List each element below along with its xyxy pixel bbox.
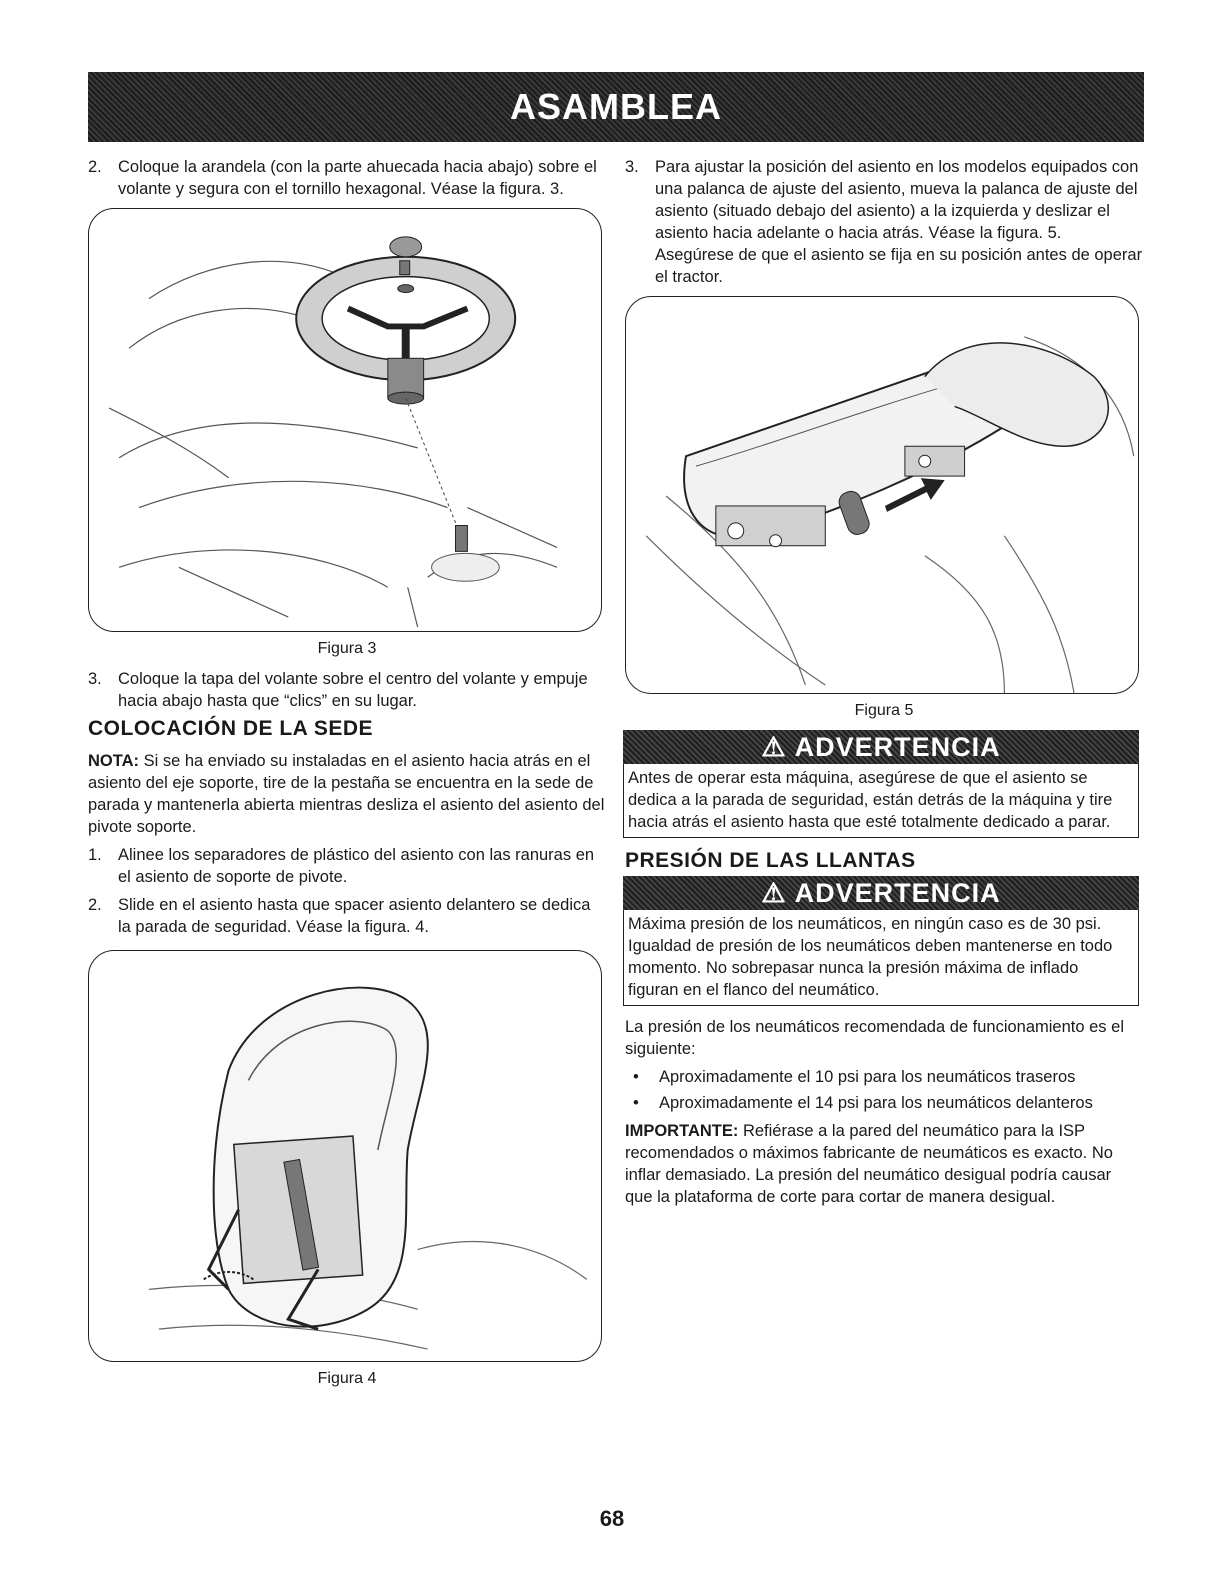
warning-triangle-icon: ⚠: [761, 878, 787, 908]
list-item-text: Aproximadamente el 10 psi para los neumáticos traseros: [659, 1068, 1076, 1086]
step-number: 1.: [88, 846, 102, 864]
right-column: [625, 156, 1143, 1214]
note-label: NOTA:: [88, 752, 140, 770]
left-column: [88, 156, 606, 1398]
step-number: 2.: [88, 158, 102, 176]
figure-4-caption: Figura 4: [317, 1370, 377, 1387]
warning-header: [623, 730, 1139, 764]
tire-pressure-intro: La presión de los neumáticos recomendada de funcionamiento es el siguiente:: [625, 1018, 1124, 1058]
step-text: Slide en el asiento hasta que spacer asiento delantero se dedica la parada de seguridad. Véase la figura. 4.: [118, 896, 591, 936]
important-text: Refiérase a la pared del neumático para la ISP recomendados o máximos fabricante de neumáticos es exacto. No inflar demasiado. La presión del neumático desigual podría causar que la plataforma de corte para cortar de manera desigual.: [625, 1122, 1113, 1206]
bullet-icon: •: [633, 1068, 639, 1086]
figure-3-steering-wheel: [88, 208, 602, 632]
step-3-wheel-cap: [88, 668, 606, 712]
step-text: Alinee los separadores de plástico del asiento con las ranuras en el asiento de soporte de pivote.: [118, 846, 595, 886]
step-text: Coloque la arandela (con la parte ahuecada hacia abajo) sobre el volante y segura con el tornillo hexagonal. Véase la figura. 3.: [118, 158, 597, 198]
seat-lever-illustration: [626, 297, 1138, 693]
seat-step-2: [88, 894, 606, 938]
steering-wheel-illustration: [89, 209, 601, 631]
warning-box-tires: [623, 876, 1139, 1006]
seat-pivot-illustration: [89, 951, 601, 1361]
warning-title: ADVERTENCIA: [794, 878, 1001, 908]
step-number: 3.: [88, 670, 102, 688]
warning-header: [623, 876, 1139, 910]
figure-4-seat-pivot: [88, 950, 602, 1362]
bullet-icon: •: [633, 1094, 639, 1112]
section-banner: [88, 72, 1144, 142]
step-text: Para ajustar la posición del asiento en los modelos equipados con una palanca de ajuste del asiento, mueva la palanca de ajuste del asiento (situado debajo del asiento) a la izquierda y deslizar el asiento hacia adelante o hacia atrás. Véase la figura. 5. Asegúrese de que el asiento se fija en su posición antes de operar el tractor.: [655, 158, 1143, 286]
step-text: Coloque la tapa del volante sobre el centro del volante y empuje hacia abajo hasta que “clics” en su lugar.: [118, 670, 588, 710]
important-label: IMPORTANTE:: [625, 1122, 739, 1140]
figure-5-seat-lever: [625, 296, 1139, 694]
important-paragraph: [625, 1120, 1143, 1208]
step-2-install-washer: [88, 156, 606, 200]
warning-title: ADVERTENCIA: [794, 732, 1001, 762]
page-number: 68: [599, 1506, 625, 1531]
list-item-text: Aproximadamente el 14 psi para los neumáticos delanteros: [659, 1094, 1093, 1112]
list-item: [633, 1066, 1143, 1088]
page-title: ASAMBLEA: [510, 86, 722, 127]
step-number: 2.: [88, 896, 102, 914]
note-paragraph: [88, 750, 606, 838]
seat-step-1: [88, 844, 606, 888]
figure-5-caption: Figura 5: [854, 702, 914, 719]
warning-body: Máxima presión de los neumáticos, en ningún caso es de 30 psi. Igualdad de presión de los neumáticos deben mantenerse en todo momento. No sobrepasar nunca la presión máxima de inflado figuran en el flanco del neumático.: [623, 910, 1139, 1006]
warning-body: Antes de operar esta máquina, asegúrese de que el asiento se dedica a la parada de seguridad, están detrás de la máquina y tire hacia atrás el asiento hasta que esté totalmente dedicado a parar.: [623, 764, 1139, 838]
section-heading-tire-pressure: PRESIÓN DE LAS LLANTAS: [625, 849, 916, 872]
warning-triangle-icon: ⚠: [761, 732, 787, 762]
list-item: [633, 1092, 1143, 1114]
note-text: Si se ha enviado su instaladas en el asiento hacia atrás en el asiento del eje soporte, tire de la pestaña se encuentra en la sede de parada y mantenerla abierta mientras desliza el asiento del asiento del pivote soporte.: [88, 752, 605, 836]
step-3-seat-adjust: [625, 156, 1143, 288]
step-number: 3.: [625, 158, 639, 176]
figure-3-caption: Figura 3: [317, 640, 377, 657]
warning-box-seat: [623, 730, 1139, 838]
section-heading-seat: COLOCACIÓN DE LA SEDE: [88, 717, 374, 740]
